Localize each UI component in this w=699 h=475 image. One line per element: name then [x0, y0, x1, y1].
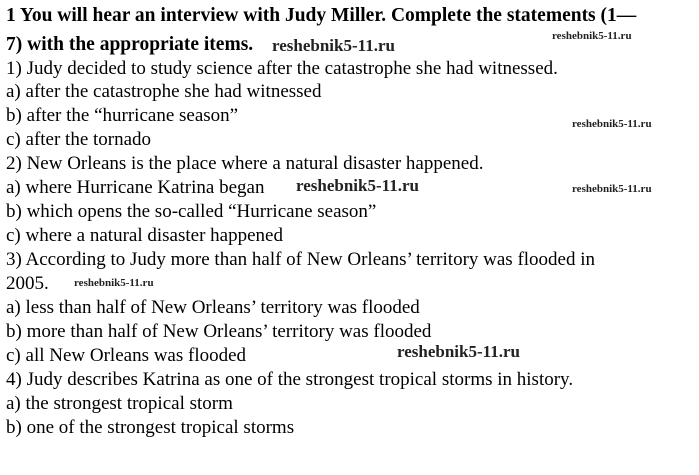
option-4b: b) one of the strongest tropical storms [6, 417, 295, 438]
option-2a: a) where Hurricane Katrina began [6, 177, 265, 198]
watermark: reshebnik5-11.ru [272, 36, 395, 55]
option-1b: b) after the “hurricane season” [6, 105, 239, 126]
statement-2: 2) New Orleans is the place where a natural disaster happened. [6, 153, 484, 174]
option-1c: c) after the tornado [6, 129, 152, 150]
watermark: reshebnik5-11.ru [572, 118, 652, 130]
option-2b: b) which opens the so-called “Hurricane season” [6, 201, 377, 222]
statement-1: 1) Judy decided to study science after the catastrophe she had witnessed. [6, 58, 558, 79]
statement-4: 4) Judy describes Katrina as one of the strongest tropical storms in history. [6, 369, 574, 390]
watermark: reshebnik5-11.ru [552, 30, 632, 42]
watermark: reshebnik5-11.ru [74, 277, 154, 289]
option-3a: a) less than half of New Orleans’ territory was flooded [6, 297, 420, 318]
option-1a: a) after the catastrophe she had witnessed [6, 81, 322, 102]
watermark: reshebnik5-11.ru [572, 183, 652, 195]
option-4a: a) the strongest tropical storm [6, 393, 233, 414]
option-3b: b) more than half of New Orleans’ territory was flooded [6, 321, 432, 342]
option-2c: c) where a natural disaster happened [6, 225, 283, 246]
statement-3-cont: 2005. [6, 273, 49, 294]
heading-line-2: 7) with the appropriate items. [6, 34, 254, 55]
watermark: reshebnik5-11.ru [397, 342, 520, 361]
heading-line-1: 1 You will hear an interview with Judy Miller. Complete the statements (1— [6, 5, 637, 26]
option-3c: c) all New Orleans was flooded [6, 345, 247, 366]
watermark: reshebnik5-11.ru [296, 176, 419, 195]
statement-3: 3) According to Judy more than half of New Orleans’ territory was flooded in [6, 249, 596, 270]
